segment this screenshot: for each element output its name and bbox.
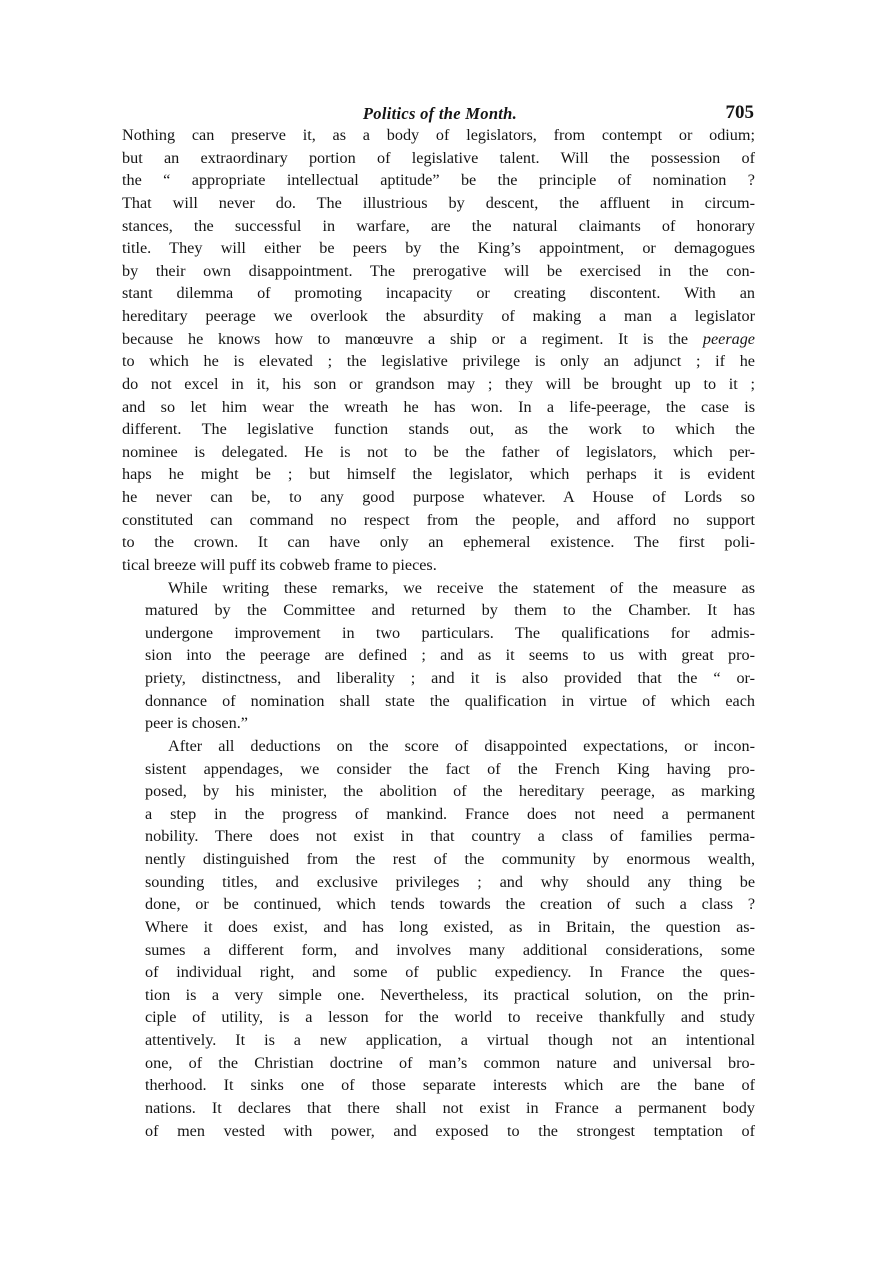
page-number: 705 [725,102,754,123]
text-line: matured by the Committee and returned by them to the Chamber. It has [145,601,755,620]
body-text [122,124,755,1142]
text-line: to which he is elevated ; the legislative privilege is only an adjunct ; if he [122,352,755,371]
text-line: After all deductions on the score of disappointed expectations, or incon- [168,736,755,755]
text-line: haps he might be ; but himself the legislator, which perhaps it is evident [122,465,755,484]
paragraph-1 [122,124,755,577]
emphasis: peerage [702,329,755,348]
text-line: to the crown. It can have only an ephemeral existence. The first poli- [122,533,755,552]
text-line: tical breeze will puff its cobweb frame to pieces. [122,555,437,574]
text-line: sion into the peerage are defined ; and as it seems to us with great pro- [145,646,755,665]
text-line: undergone improvement in two particulars. The qualifications for admis- [145,623,755,642]
text-line: hereditary peerage we overlook the absurdity of making a man a legislator [122,307,755,325]
text-line: While writing these remarks, we receive the statement of the measure as [168,578,755,597]
text-line: sistent appendages, we consider the fact of the French King having pro- [145,759,755,778]
text-line: That will never do. The illustrious by descent, the affluent in circum- [122,193,755,212]
text-line: he never can be, to any good purpose whatever. A House of Lords so [122,488,755,506]
text-line: posed, by his minister, the abolition of the hereditary peerage, as marking [145,782,755,801]
text-line: the “ appropriate intellectual aptitude” be the principle of nomination ? [122,171,755,190]
text-line: nominee is delegated. He is not to be the father of legislators, which per- [122,442,755,461]
text-line: do not excel in it, his son or grandson may ; they will be brought up to it ; [122,374,755,393]
text-line: constituted can command no respect from the people, and afford no support [122,510,755,529]
text-line: priety, distinctness, and liberality ; and it is also provided that the “ or- [145,669,755,687]
text-line: done, or be continued, which tends towards the creation of such a class ? [145,895,755,914]
text-line: of individual right, and some of public expediency. In France the ques- [145,963,755,982]
text-line: and so let him wear the wreath he has won. In a life-peerage, the case is [122,397,755,416]
text-line: different. The legislative function stands out, as the work to which the [122,420,755,439]
text-line: title. They will either be peers by the King’s appointment, or demagogues [122,239,755,258]
paragraph-2 [122,577,755,735]
paragraph-3 [122,735,755,1142]
text-line: peer is chosen.” [145,714,248,733]
text-line: because he knows how to manœuvre a ship or a regiment. It is the peerage [122,329,755,348]
text-line: Nothing can preserve it, as a body of legislators, from contempt or odium; [122,126,755,144]
text-line: a step in the progress of mankind. France does not need a permanent [145,804,755,823]
running-title: Politics of the Month. [362,104,518,123]
text-line: sumes a different form, and involves many additional considerations, some [145,940,755,959]
text-line: by their own disappointment. The prerogative will be exercised in the con- [122,261,755,280]
text-line: stances, the successful in warfare, are the natural claimants of honorary [122,216,755,235]
text-line: nently distinguished from the rest of the community by enormous wealth, [145,850,755,868]
text-line: of men vested with power, and exposed to the strongest temptation of [145,1121,755,1140]
text-line: Where it does exist, and has long existed, as in Britain, the question as- [145,917,755,936]
text-line: therhood. It sinks one of those separate interests which are the bane of [145,1076,755,1095]
text-line: stant dilemma of promoting incapacity or creating discontent. With an [122,284,755,303]
text-line: nobility. There does not exist in that country a class of families perma- [145,827,755,846]
text-line: tion is a very simple one. Nevertheless, its practical solution, on the prin- [145,985,755,1004]
text-line: but an extraordinary portion of legislative talent. Will the possession of [122,148,755,167]
text-line: donnance of nomination shall state the qualification in virtue of which each [145,691,755,710]
text-line: one, of the Christian doctrine of man’s common nature and universal bro- [145,1053,755,1072]
text-line: ciple of utility, is a lesson for the world to receive thankfully and study [145,1008,755,1027]
text-line: attentively. It is a new application, a virtual though not an intentional [145,1031,755,1049]
text-line: nations. It declares that there shall not exist in France a permanent body [145,1098,755,1117]
text-line: sounding titles, and exclusive privileges ; and why should any thing be [145,872,755,891]
